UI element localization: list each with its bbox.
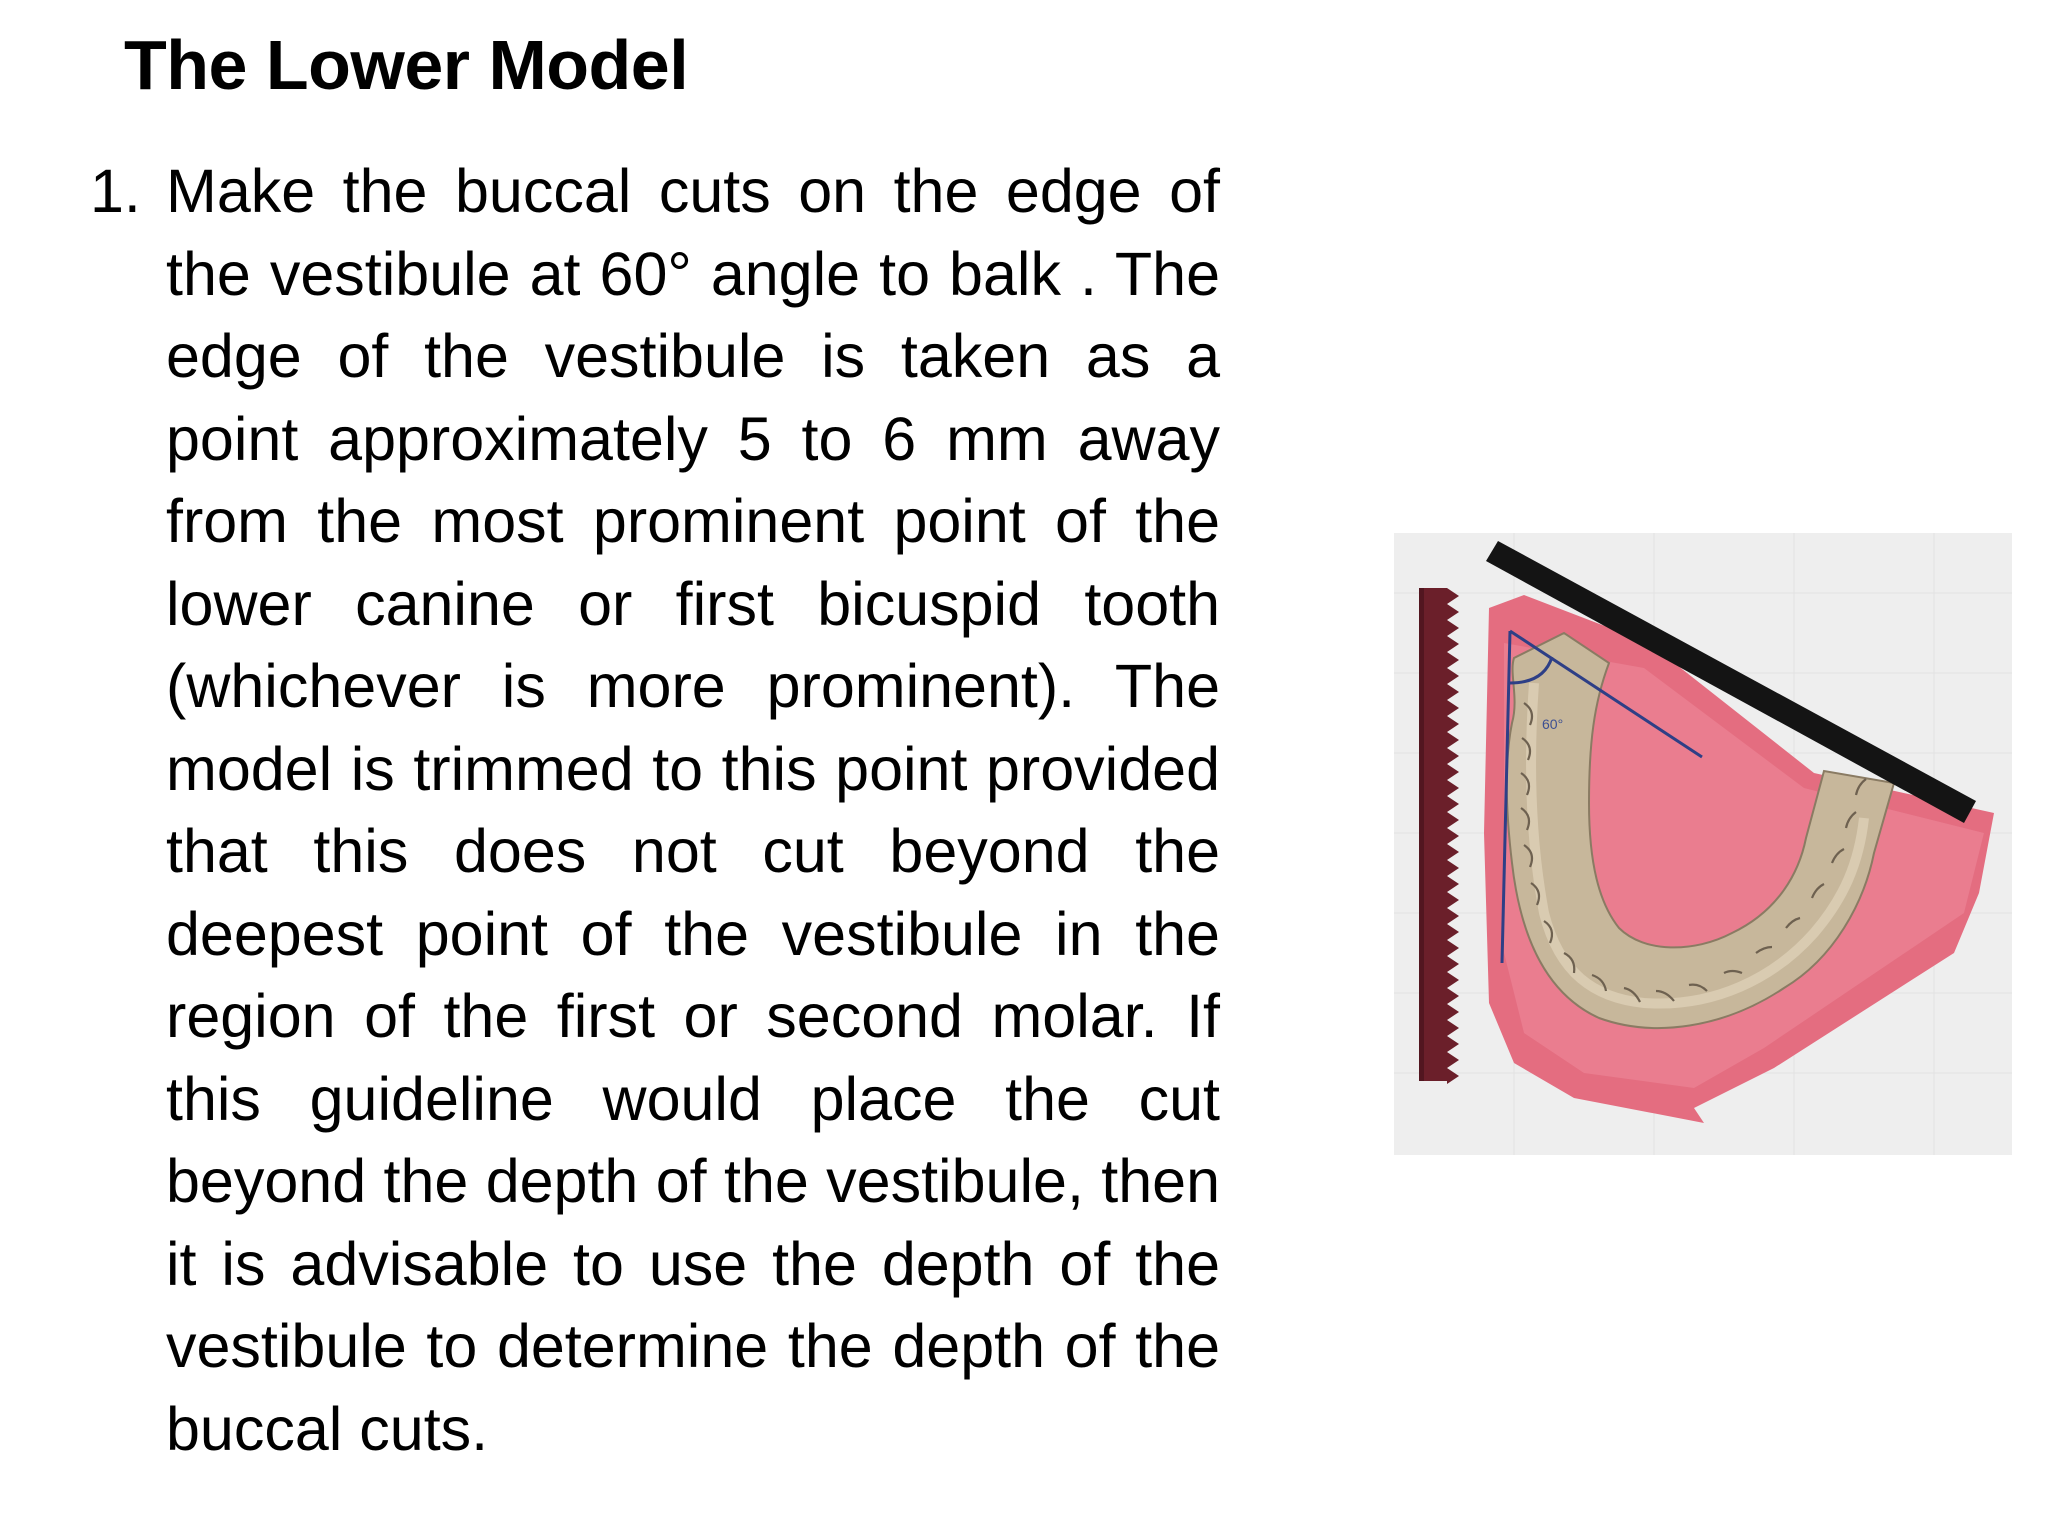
list-item (90, 150, 1220, 1470)
serrated-ruler (1419, 588, 1459, 1084)
lower-model-illustration (1394, 533, 2012, 1155)
lower-model-trimming-figure (1394, 533, 2012, 1155)
slide-title: The Lower Model (124, 26, 689, 104)
step-number: 1. (90, 157, 141, 225)
step-text: Make the buccal cuts on the edge of the vestibule at 60° angle to balk . The edge of the vestibule is taken as a point approximately 5 to 6 mm away from the most prominent point of the lower canine or first bicuspid tooth (whichever is more prominent). The model is trimmed to this point provided that this does not cut beyond the deepest point of the vestibule in the region of the first or second molar. If this guideline would place the cut beyond the depth of the vestibule, then it is advisable to use the depth of the vestibule to determine the depth of the buccal cuts. (166, 157, 1220, 1463)
angle-label: 60° (1542, 716, 1564, 732)
step-list (90, 150, 1220, 1470)
